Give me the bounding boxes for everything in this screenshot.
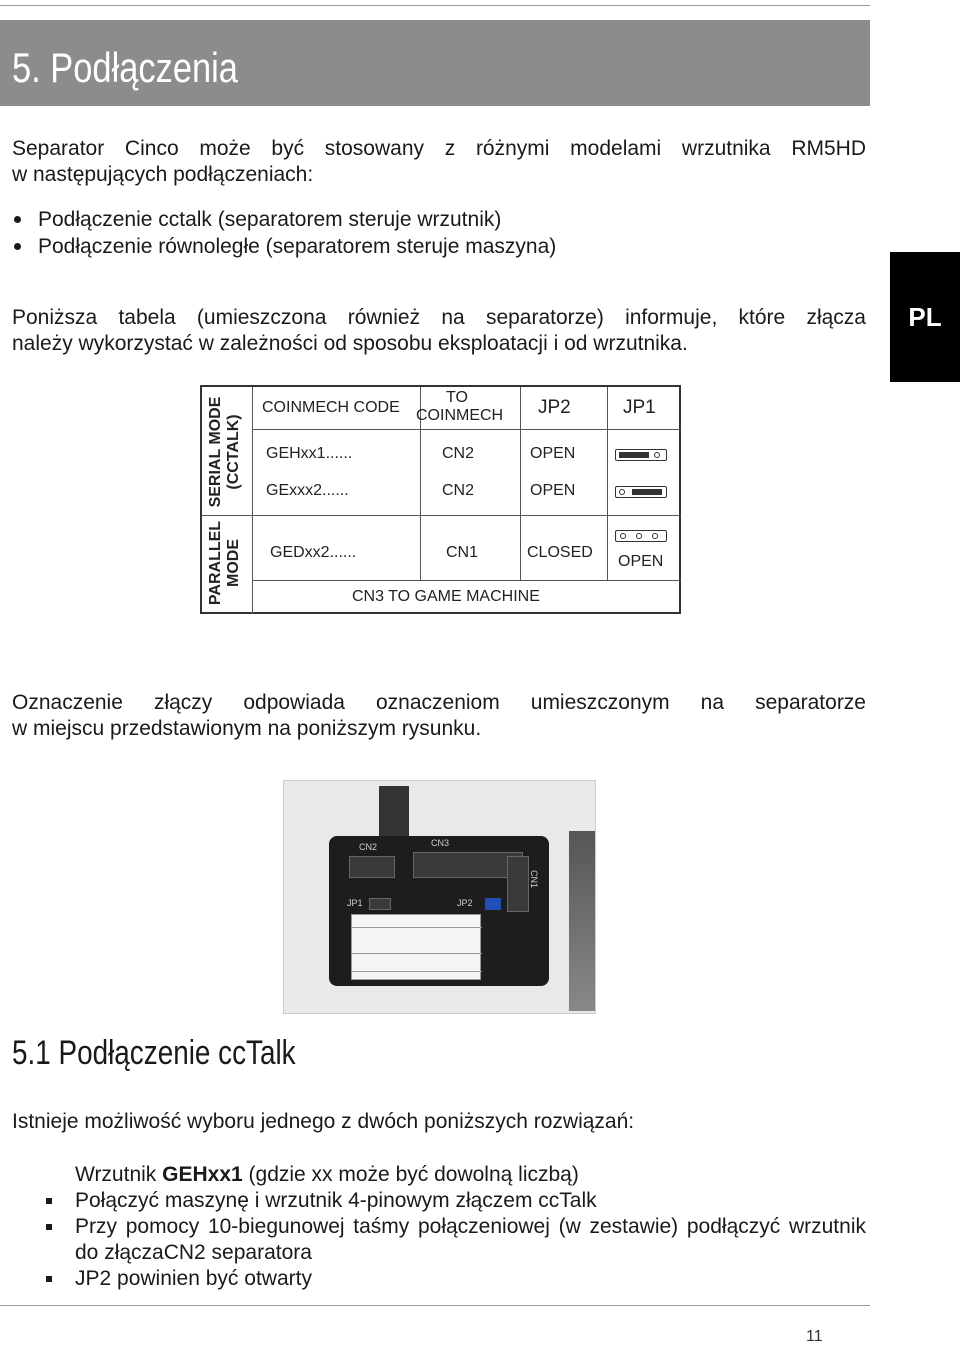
photo-background	[379, 786, 409, 836]
list-item: Połączyć maszynę i wrzutnik 4-pinowym złączem ccTalk	[12, 1188, 866, 1214]
jumper-closed-icon	[615, 486, 667, 498]
jumper-open-icon	[615, 530, 667, 542]
cn1-connector	[507, 856, 529, 912]
row-3-to: CN1	[446, 544, 479, 561]
jp2-jumper	[485, 898, 501, 910]
header-jp2: JP2	[538, 397, 571, 418]
option-lead-suffix: (gdzie xx może być dowolną liczbą)	[242, 1163, 579, 1186]
list-item: Podłączenie cctalk (separatorem steruje wrzutnik)	[12, 206, 556, 233]
cn2-silkscreen: CN2	[359, 842, 378, 852]
row-2-code: GExxx2......	[266, 482, 349, 499]
row-2-to: CN2	[442, 482, 475, 499]
connector-table	[200, 385, 681, 614]
parallel-mode-label-line: PARALLEL	[207, 520, 224, 606]
top-rule	[0, 5, 870, 6]
intro-line-2: w następujących podłączeniach:	[12, 163, 314, 186]
jumper-closed-icon	[615, 449, 667, 461]
cn2-connector	[349, 856, 395, 878]
list-item: JP2 powinien być otwarty	[12, 1266, 866, 1292]
marking-line-1: Oznaczenie złączy odpowiada oznaczeniom umieszczonym na separatorze	[12, 691, 866, 714]
row-3-jp2: CLOSED	[527, 544, 593, 561]
table-divider	[520, 387, 521, 580]
jp1-silkscreen: JP1	[347, 898, 363, 908]
row-1-jp2: OPEN	[530, 445, 576, 462]
serial-mode-label-line: (CCTALK)	[225, 414, 242, 490]
option-lead-prefix: Wrzutnik	[75, 1163, 163, 1186]
page-title: 5. Podłączenia	[12, 44, 238, 91]
header-to: TO	[446, 389, 468, 406]
table-intro-line-2: należy wykorzystać w zależności od sposobu eksploatacji i od wrzutnika.	[12, 332, 688, 355]
row-2-jp2: OPEN	[530, 482, 576, 499]
page-number: 11	[806, 1328, 823, 1345]
cn3-silkscreen: CN3	[431, 838, 450, 848]
list-item: Podłączenie równoległe (separatorem steruje maszyna)	[12, 233, 556, 260]
table-divider	[607, 387, 608, 580]
option-steps-list	[12, 1188, 866, 1292]
language-tab: PL	[890, 252, 960, 382]
list-item: Przy pomocy 10-biegunowej taśmy połączeniowej (w zestawie) podłączyć wrzutnik do złączaCN2 separatora	[12, 1214, 866, 1266]
row-1-code: GEHxx1......	[266, 445, 353, 462]
header-coinmech: COINMECH	[416, 407, 504, 424]
cn1-silkscreen: CN1	[529, 869, 540, 889]
intro-line-1: Separator Cinco może być stosowany z różnymi modelami wrzutnika RM5HD	[12, 137, 866, 160]
table-divider	[202, 515, 681, 516]
table-divider	[252, 429, 681, 430]
connector-table-sticker	[351, 914, 481, 980]
row-3-code: GEDxx2......	[270, 544, 357, 561]
table-divider	[252, 580, 681, 581]
table-footer: CN3 TO GAME MACHINE	[352, 588, 540, 605]
option-block	[75, 1162, 866, 1292]
separator-photo	[283, 780, 596, 1014]
option-lead-model: GEHxx1	[162, 1163, 243, 1186]
connection-types-list	[12, 206, 556, 260]
header-jp1: JP1	[623, 397, 656, 418]
option-lead	[75, 1162, 866, 1188]
jp2-silkscreen: JP2	[457, 898, 473, 908]
marking-line-2: w miejscu przedstawionym na poniższym rysunku.	[12, 717, 482, 740]
row-1-to: CN2	[442, 445, 475, 462]
separator-housing	[329, 836, 549, 986]
serial-mode-label	[207, 389, 247, 515]
parallel-mode-label-line: MODE	[225, 539, 242, 587]
section-title: 5.1 Podłączenie ccTalk	[12, 1034, 296, 1072]
table-intro-line-1: Poniższa tabela (umieszczona również na separatorze) informuje, które złącza	[12, 306, 866, 329]
photo-background	[569, 831, 596, 1011]
jp1-jumper	[369, 898, 391, 910]
row-3-jp1: OPEN	[618, 553, 664, 570]
choice-text: Istnieje możliwość wyboru jednego z dwóch poniższych rozwiązań:	[12, 1110, 635, 1133]
serial-mode-label-line: SERIAL MODE	[207, 396, 224, 508]
header-coinmech-code: COINMECH CODE	[262, 399, 400, 416]
bottom-rule	[0, 1305, 870, 1306]
parallel-mode-label	[207, 515, 247, 611]
